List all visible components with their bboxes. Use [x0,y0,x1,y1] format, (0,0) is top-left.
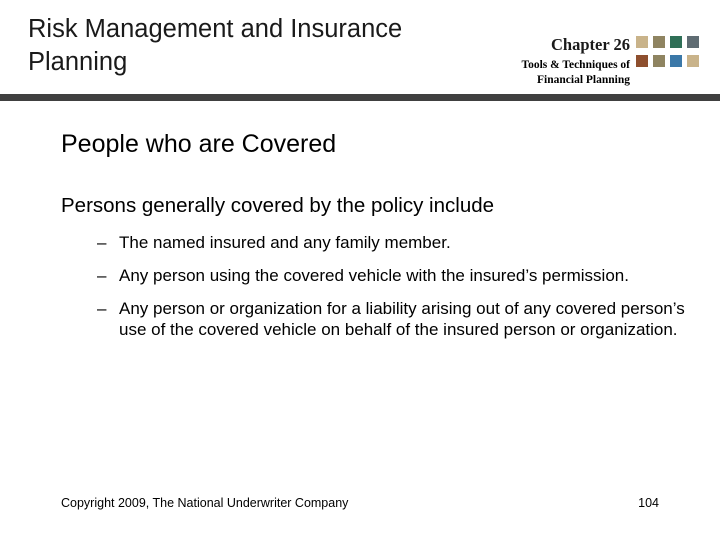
bullet-item [97,232,687,253]
square-2 [653,36,665,48]
bullet-text: Any person using the covered vehicle with the insured’s permission. [119,266,629,285]
bullet-dash: – [97,266,107,285]
square-4 [687,36,699,48]
bullet-text: The named insured and any family member. [119,233,451,252]
chapter-subtitle-line2: Financial Planning [537,74,630,86]
chapter-title: Chapter 26 [551,35,630,54]
bullet-item [97,265,687,286]
square-6 [653,55,665,67]
bullet-dash: – [97,299,107,318]
chapter-block [521,35,630,88]
square-1 [636,36,648,48]
bullet-list [97,232,687,352]
bullet-dash: – [97,233,107,252]
square-8 [687,55,699,67]
slide-title: People who are Covered [61,130,337,158]
bullet-text: Any person or organization for a liability arising out of any covered person’s use of the covered vehicle on behalf of the insured person or organization. [119,299,685,339]
page-number: 104 [638,496,659,510]
bullet-item [97,298,687,340]
chapter-subtitle [521,58,630,88]
header-title: Risk Management and Insurance Planning [28,15,403,76]
footer-copyright: Copyright 2009, The National Underwriter Company [61,496,349,510]
chapter-subtitle-line1: Tools & Techniques of [521,59,630,71]
square-5 [636,55,648,67]
intro-text: Persons generally covered by the policy include [61,194,495,217]
square-7 [670,55,682,67]
header-divider-bar [0,94,720,101]
square-3 [670,36,682,48]
